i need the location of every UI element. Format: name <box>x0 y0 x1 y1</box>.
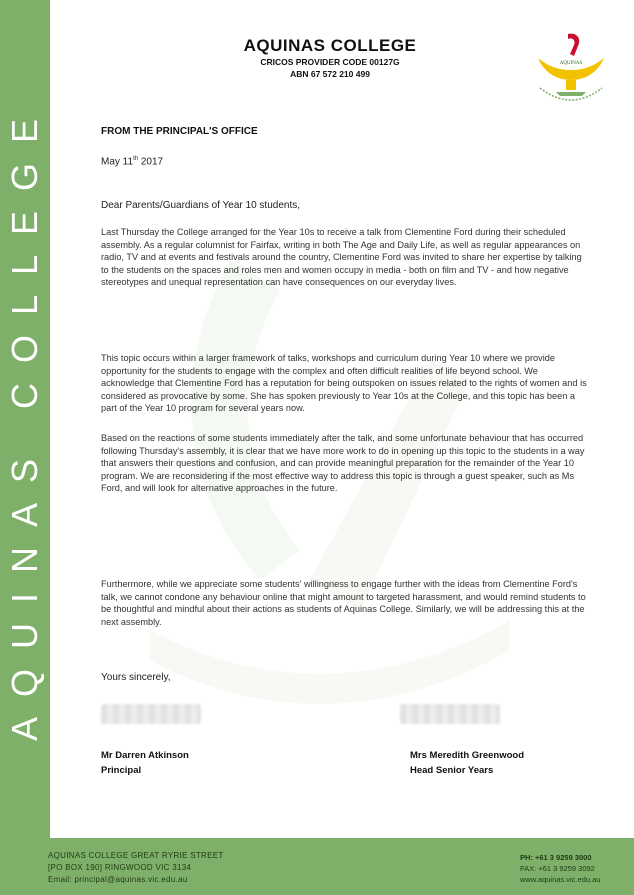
footer-phone: PH: +61 3 9259 3000 <box>520 853 592 862</box>
college-crest-logo <box>532 30 610 110</box>
date-day: May 11 <box>101 156 134 168</box>
body-paragraph: This topic occurs within a larger framework of talks, workshops and curriculum during Year 10 where we provide opportunity for the students to engage with the complex and often difficult realities of life beyond school. We acknowledge that Clementine Ford has a reputation for being outspoken on issues related to the rights of women and is considered as provocative by some. She has spoken previously to Year 10s at the College, and this topic has been a part of the Year 10 program for several years now. <box>101 353 587 414</box>
signatory-title: Principal <box>101 765 142 776</box>
redacted-signature <box>400 704 500 724</box>
signatory-head-senior-years <box>410 748 524 778</box>
letterhead <box>210 36 450 79</box>
college-name: AQUINAS COLLEGE <box>243 36 417 55</box>
signatory-name: Mr Darren Atkinson <box>101 750 189 761</box>
side-brand-bar <box>0 0 50 838</box>
footer-fax: FAX: +61 3 9259 3092 <box>520 864 595 873</box>
footer-website: www.aquinas.vic.edu.au <box>520 875 601 884</box>
signatory-title: Head Senior Years <box>410 765 494 776</box>
signatory-principal <box>101 748 189 778</box>
svg-text:AQUINAS: AQUINAS <box>559 61 583 66</box>
body-paragraph: Furthermore, while we appreciate some students' willingness to engage further with the ideas from Clementine Ford's talk, we cannot condone any behaviour online that might amount to targeted harassment, and would remind students to be thoughtful and mindful about their actions as students of Aquinas College. Similarly, we will be addressing this at the next assembly. <box>101 579 586 627</box>
abn-number: ABN 67 572 210 499 <box>290 69 370 79</box>
footer-email: Email: principal@aquinas.vic.edu.au <box>48 875 188 884</box>
cricos-code: CRICOS PROVIDER CODE 00127G <box>260 57 400 67</box>
date-year: 2017 <box>138 156 164 168</box>
letter-date <box>101 156 163 167</box>
footer-address <box>48 850 224 886</box>
salutation: Dear Parents/Guardians of Year 10 students, <box>101 200 301 211</box>
footer-contact <box>520 852 600 885</box>
body-paragraph: Last Thursday the College arranged for the Year 10s to receive a talk from Clementine Ford during their scheduled assembly. As a regular columnist for Fairfax, writing in both The Age and Daily Life, as well as regular appearances on radio, TV and at events and festivals around the country, Clementine Ford was invited to share her expertise by talking to the students on the spaces and roles men and women occupy in media - both on film and TV - and how negative stereotypes and unequal representation can have consequences on our everyday lives. <box>101 227 582 288</box>
body-paragraph: Based on the reactions of some students immediately after the talk, and some unfortunate behaviour that has occurred following Thursday's assembly, it is clear that we have more work to do in opening up this topic to the students in a way that answers their questions and confusion, and can provide meaningful preparation for the remainder of the Year 10 program. We are reconsidering if the most effective way to address this topic is through a guest speaker, such as Ms Ford, and will look for alternative approaches in the future. <box>101 433 585 494</box>
closing-line: Yours sincerely, <box>101 672 171 683</box>
footer-street: AQUINAS COLLEGE GREAT RYRIE STREET <box>48 851 224 860</box>
redacted-signature <box>101 704 201 724</box>
office-heading: FROM THE PRINCIPAL'S OFFICE <box>101 126 258 137</box>
date-suffix: th <box>133 156 139 162</box>
letter-footer <box>0 838 634 895</box>
side-brand-text: AQUINAS COLLEGE <box>4 98 45 742</box>
signatory-name: Mrs Meredith Greenwood <box>410 750 525 761</box>
footer-po-box: [PO BOX 190] RINGWOOD VIC 3134 <box>48 863 192 872</box>
